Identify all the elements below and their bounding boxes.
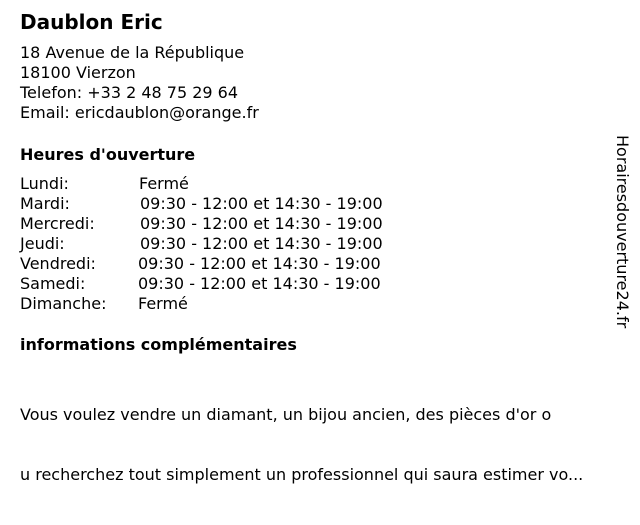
day-hours: Fermé bbox=[139, 174, 189, 193]
phone-number: Telefon: +33 2 48 75 29 64 bbox=[20, 83, 239, 102]
address-line-city: 18100 Vierzon bbox=[20, 63, 136, 82]
additional-info-line: Vous voulez vendre un diamant, un bijou ancien, des pièces d'or o bbox=[20, 405, 552, 424]
day-label: Mercredi: bbox=[20, 214, 95, 233]
day-label: Vendredi: bbox=[20, 254, 96, 273]
email-address: Email: ericdaublon@orange.fr bbox=[20, 103, 259, 122]
day-label: Dimanche: bbox=[20, 294, 107, 313]
watermark-text: Horairesdouverture24.fr bbox=[613, 135, 632, 329]
additional-info-heading: informations complémentaires bbox=[20, 335, 297, 354]
day-label: Mardi: bbox=[20, 194, 70, 213]
contact-details bbox=[20, 43, 259, 123]
day-hours: 09:30 - 12:00 et 14:30 - 19:00 bbox=[138, 274, 381, 293]
site-watermark bbox=[613, 135, 635, 375]
day-label: Lundi: bbox=[20, 174, 69, 193]
additional-info-line: u recherchez tout simplement un professionnel qui saura estimer vo... bbox=[20, 465, 584, 484]
opening-hours-heading: Heures d'ouverture bbox=[20, 145, 196, 164]
day-label: Jeudi: bbox=[20, 234, 65, 253]
day-hours: 09:30 - 12:00 et 14:30 - 19:00 bbox=[138, 254, 381, 273]
day-hours: 09:30 - 12:00 et 14:30 - 19:00 bbox=[140, 234, 383, 253]
day-hours: Fermé bbox=[138, 294, 188, 313]
address-line-street: 18 Avenue de la République bbox=[20, 43, 245, 62]
additional-info-text bbox=[20, 365, 632, 525]
day-label: Samedi: bbox=[20, 274, 86, 293]
day-hours: 09:30 - 12:00 et 14:30 - 19:00 bbox=[140, 194, 383, 213]
day-hours: 09:30 - 12:00 et 14:30 - 19:00 bbox=[140, 214, 383, 233]
business-name: Daublon Eric bbox=[20, 10, 163, 34]
